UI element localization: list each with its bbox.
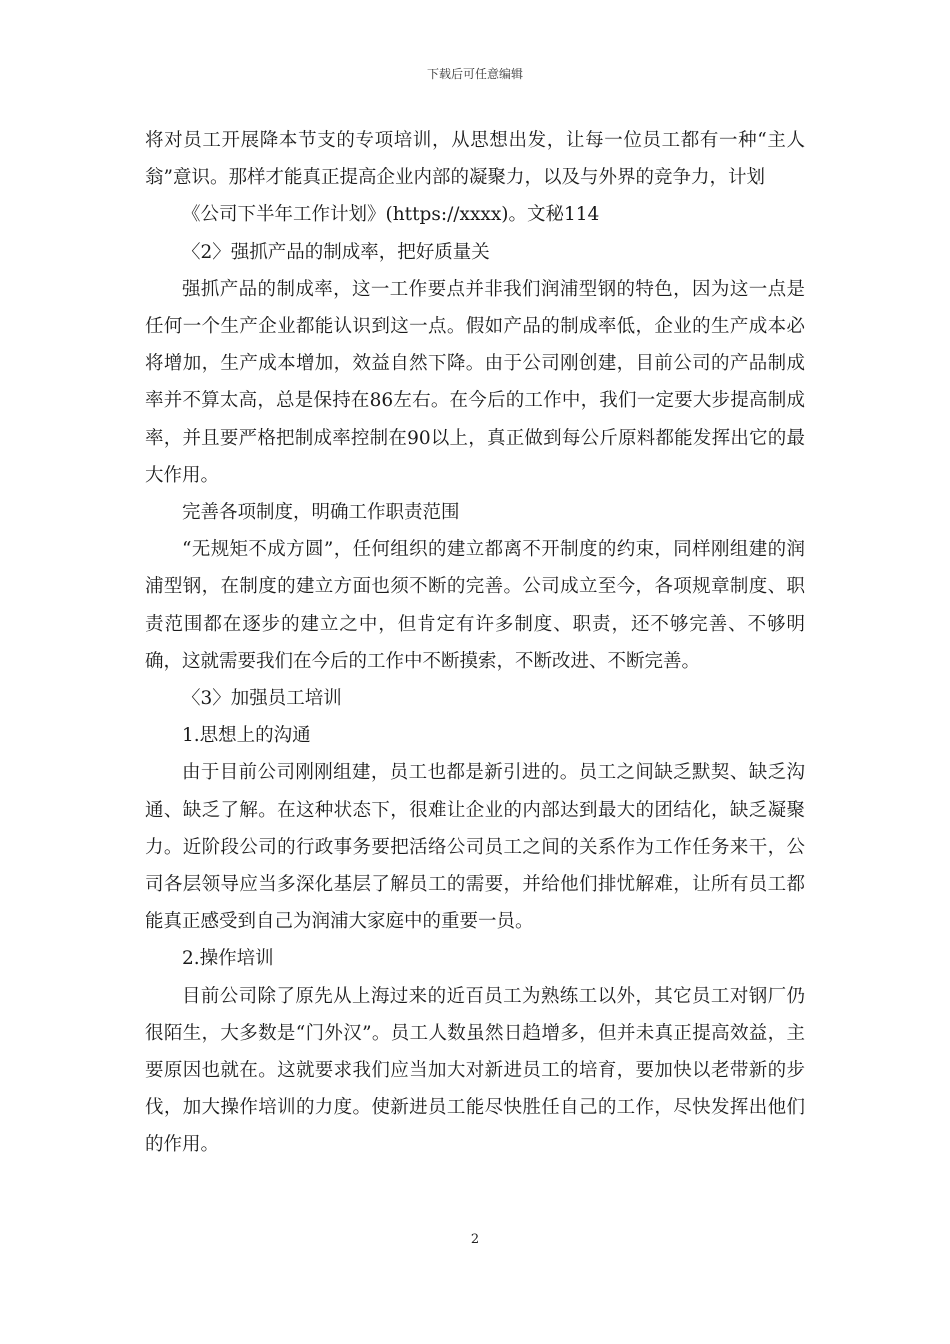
page-number: 2 — [470, 1232, 480, 1247]
paragraph: 强抓产品的制成率，这一工作要点并非我们润浦型钢的特色，因为这一点是任何一个生产企业都能认识到这一点。假如产品的制成率低，企业的生产成本必将增加，生产成本增加，效益自然下降。由于公司刚创建，目前公司的产品制成率并不算太高，总是保持在86左右。在今后的工作中，我们一定要大步提高制成率，并且要严格把制成率控制在90以上，真正做到每公斤原料都能发挥出它的最大作用。 — [145, 278, 805, 486]
paragraph: “无规矩不成方圆”，任何组织的建立都离不开制度的约束，同样刚组建的润浦型钢，在制度的建立方面也须不断的完善。公司成立至今，各项规章制度、职责范围都在逐步的建立之中，但肯定有许多制度、职责，还不够完善、不够明确，这就需要我们在今后的工作中不断摸索，不断改进、不断完善。 — [145, 539, 805, 672]
paragraph: 将对员工开展降本节支的专项培训，从思想出发，让每一位员工都有一种“主人翁”意识。那样才能真正提高企业内部的凝聚力，以及与外界的竞争力，计划 — [145, 130, 805, 189]
page-header: 下载后可任意编辑 — [426, 67, 523, 81]
document-body — [145, 122, 805, 1164]
subsection-heading: 1.思想上的沟通 — [182, 725, 311, 747]
section-heading: 〈3〉加强员工培训 — [182, 688, 342, 710]
paragraph: 目前公司除了原先从上海过来的近百员工为熟练工以外，其它员工对钢厂仍很陌生，大多数是“门外汉”。员工人数虽然日趋增多，但并未真正提高效益，主要原因也就在。这就要求我们应当加大对新进员工的培育，要加快以老带新的步伐，加大操作培训的力度。使新进员工能尽快胜任自己的工作，尽快发挥出他们的作用。 — [145, 985, 805, 1156]
section-heading: 完善各项制度，明确工作职责范围 — [182, 502, 460, 524]
subsection-heading: 2.操作培训 — [182, 948, 274, 970]
paragraph: 由于目前公司刚刚组建，员工也都是新引进的。员工之间缺乏默契、缺乏沟通、缺乏了解。在这种状态下，很难让企业的内部达到最大的团结化，缺乏凝聚力。近阶段公司的行政事务要把活络公司员工之间的关系作为工作任务来干，公司各层领导应当多深化基层了解员工的需要，并给他们排忧解难，让所有员工都能真正感受到自己为润浦大家庭中的重要一员。 — [145, 762, 805, 933]
paragraph: 《公司下半年工作计划》(https://xxxx)。文秘114 — [182, 204, 600, 226]
section-heading: 〈2〉强抓产品的制成率，把好质量关 — [182, 241, 490, 263]
